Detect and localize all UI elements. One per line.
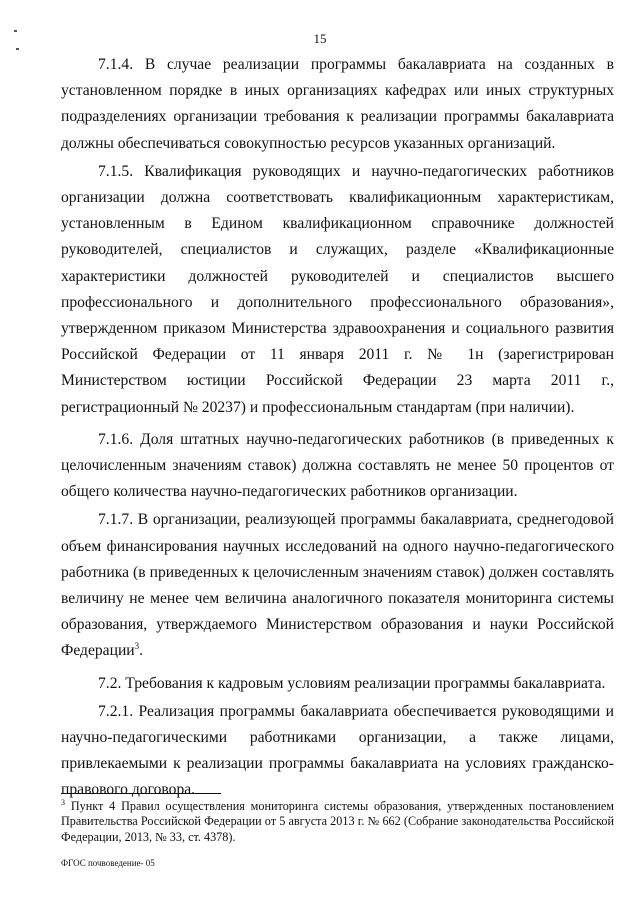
paragraph-7-2-1: 7.2.1. Реализация программы бакалавриата обеспечивается руководящими и научно-педагогическими работниками организации, а также лицами, привлекаемыми к реализации программы бакалавриата на условиях гражданско-правового договора.: [61, 702, 614, 799]
page-number: 15: [313, 31, 327, 46]
paragraph-7-1-6: 7.1.6. Доля штатных научно-педагогических работников (в приведенных к целочисленным значениям ставок) должна составлять не менее 50 процентов от общего количества научно-педагогических работников организации.: [61, 430, 614, 501]
footnote-marker: 3: [61, 797, 65, 807]
paragraph-7-1-7: [61, 507, 614, 664]
document-footer: ФГОС почвоведение- 05: [61, 858, 155, 868]
footnote-divider: [61, 793, 221, 794]
paragraph-7-1-5: 7.1.5. Квалификация руководящих и научно-педагогических работников организации должна соответствовать квалификационным характеристикам, установленным в Едином квалификационном справочнике должностей руководителей, специалистов и служащих, разделе «Квалификационные характеристики должностей руководителей и специалистов высшего профессионального и дополнительного профессионального образования», утвержденном приказом Министерства здравоохранения и социального развития Российской Федерации от 11 января 2011 г. № 1н (зарегистрирован Министерством юстиции Российской Федерации 23 марта 2011 г., регистрационный № 20237) и профессиональным стандартам (при наличии).: [61, 162, 614, 416]
footnote-reference: 3: [134, 641, 140, 652]
paragraph-7-1-7-text: 7.1.7. В организации, реализующей программы бакалавриата, среднегодовой объем финансирования научных исследований на одного научно-педагогического работника (в приведенных к целочисленным значениям ставок) должен составлять величину не менее чем величина аналогичного показателя мониторинга системы образования, утверждаемого Министерством образования и науки Российской Федерации: [61, 511, 614, 660]
paragraph-7-1-7-end: .: [139, 642, 144, 660]
footnote-text: Пункт 4 Правил осуществления мониторинга системы образования, утвержденных постановлением Правительства Российской Федерации от 5 августа 2013 г. № 662 (Собрание законодательства Российской Федерации, 2013, № 33, ст. 4378).: [61, 799, 614, 844]
footnote: [61, 799, 614, 845]
paragraph-7-1-4: 7.1.4. В случае реализации программы бакалавриата на созданных в установленном порядке в иных организациях кафедрах или иных структурных подразделениях организации требования к реализации программы бакалавриата должны обеспечиваться совокупностью ресурсов указанных организаций.: [61, 56, 614, 152]
scan-mark: [16, 48, 19, 50]
document-body: [61, 52, 614, 804]
paragraph-7-2: 7.2. Требования к кадровым условиям реализации программы бакалавриата.: [98, 674, 606, 692]
